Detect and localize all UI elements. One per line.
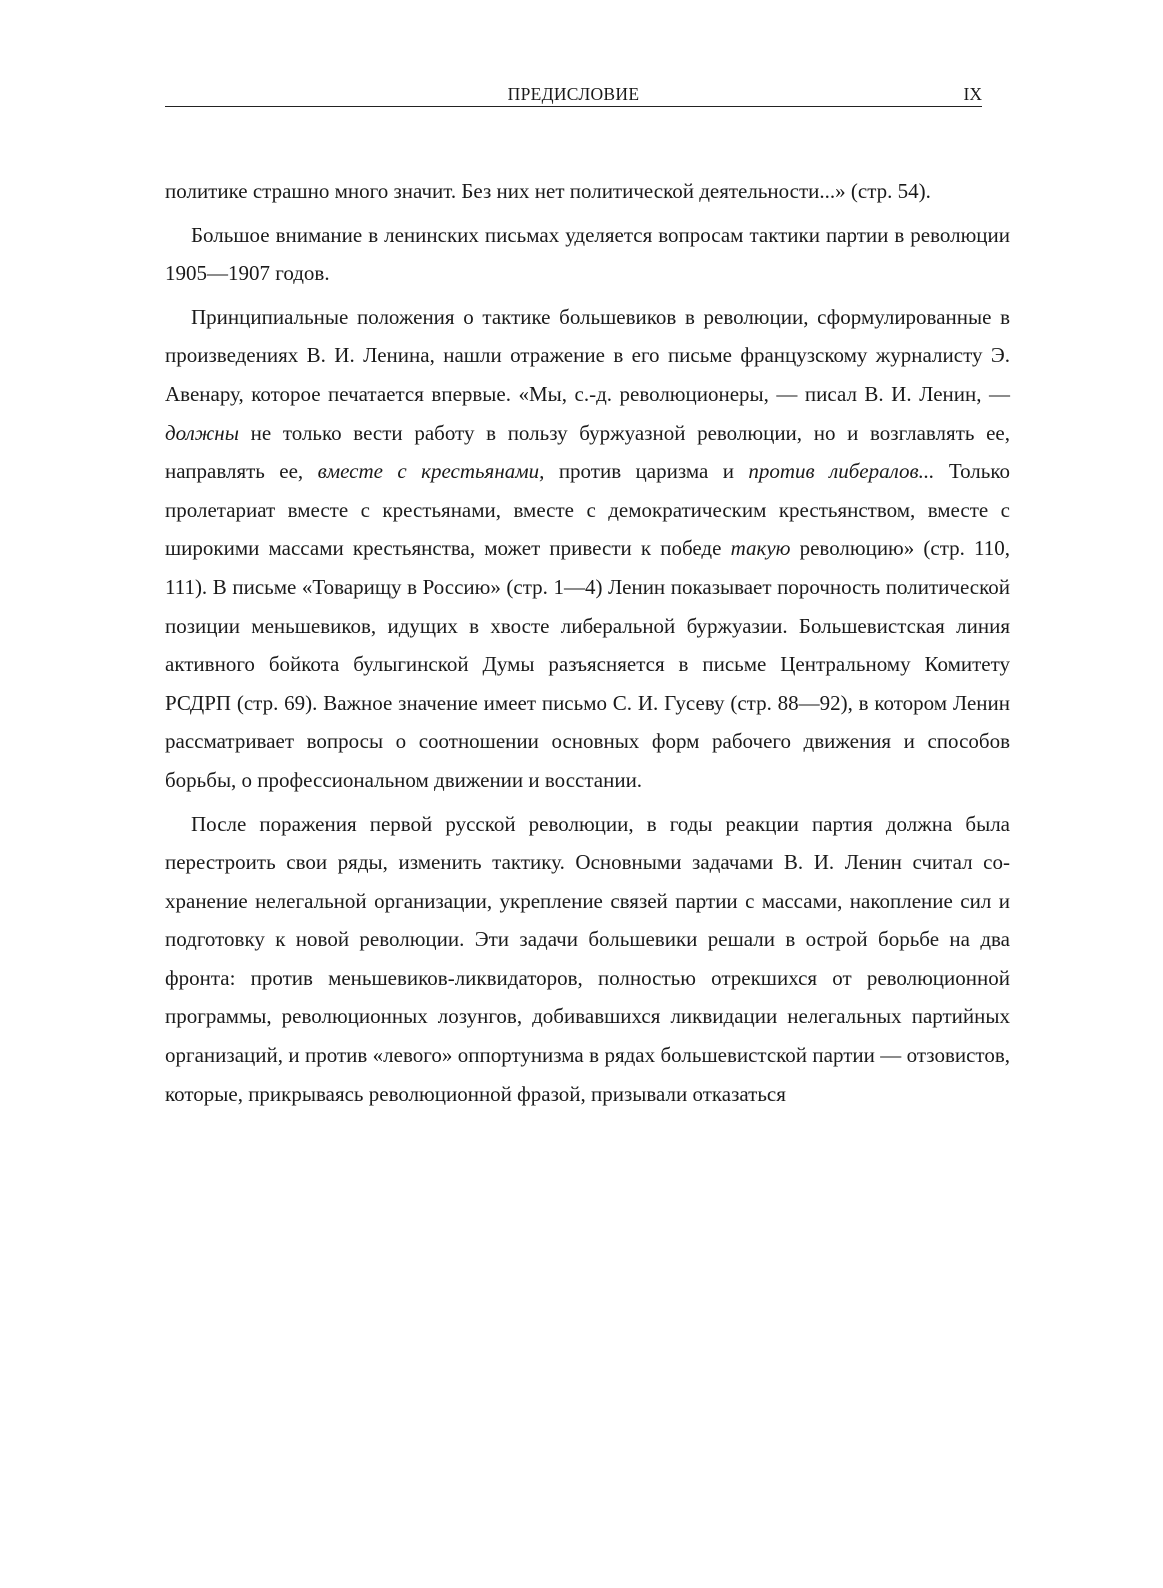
paragraph	[165, 298, 1010, 800]
page-body	[165, 172, 1010, 1118]
text-run: Большое внимание в ленинских письмах уделяется вопросам тактики партии в революции 1905—1907 годов.	[165, 222, 1010, 286]
running-header	[165, 82, 982, 107]
text-run: Принципиальные положения о тактике большевиков в революции, сформулированные в произведениях В. И. Ленина, нашли отражение в его письме французскому журналисту Э. Авенару, которое печатается впервые. «Мы, с.-д. революционеры, — писал В. И. Ленин, —	[165, 304, 1010, 406]
text-run: После поражения первой русской революции, в годы реакции партия должна была перестроить свои ряды, изменить тактику. Основными задачами В. И. Ленин считал сохранение нелегальной организации, укрепление связей партии с массами, накопление сил и подготовку к новой революции. Эти задачи большевики решали в острой борьбе на два фронта: против меньшевиков-ликвидаторов, полностью отрекшихся от революционной программы, революционных лозунгов, добивавшихся ликвидации нелегальных партийных организаций, и против «левого» оппортунизма в рядах большевистской партии — отзовистов, которые, прикрываясь революционной фразой, призывали отказаться	[165, 811, 1010, 1106]
italic-text-run: такую	[730, 536, 791, 561]
text-run: Только пролетариат вместе с крестьянами, вместе с демократическим крестьянством, вместе с широкими массами крестьянства, может привести к победе	[165, 459, 1010, 561]
text-run: политике страшно много значит. Без них нет политической деятельности...» (стр. 54).	[165, 179, 931, 203]
paragraph	[165, 805, 1010, 1114]
running-header-title: ПРЕДИСЛОВИЕ	[507, 84, 640, 104]
italic-text-run: должны	[165, 420, 239, 445]
page-number: IX	[963, 84, 982, 104]
text-run: революцию» (стр. 110, 111). В письме «Товарищу в Россию» (стр. 1—4) Ленин показывает порочность политической позиции меньшевиков, идущих в хвосте либеральной буржуазии. Большевистская линия активного бойкота булыгинской Думы разъясняется в письме Центральному Комитету РСДРП (стр. 69). Важное значение имеет письмо С. И. Гусеву (стр. 88—92), в котором Ленин рассматривает вопросы о соотношении основных форм рабочего движения и способов борьбы, о профессиональном движении и восстании.	[165, 536, 1011, 792]
paragraph	[165, 172, 1010, 211]
italic-text-run: против либералов...	[748, 459, 935, 484]
text-run: против царизма и	[544, 459, 749, 484]
paragraph	[165, 216, 1010, 293]
italic-text-run: вместе с крестьянами,	[317, 459, 545, 484]
text-run: не только вести работу в пользу буржуазной революции, но и возглавлять ее, направлять ее,	[165, 420, 1010, 484]
